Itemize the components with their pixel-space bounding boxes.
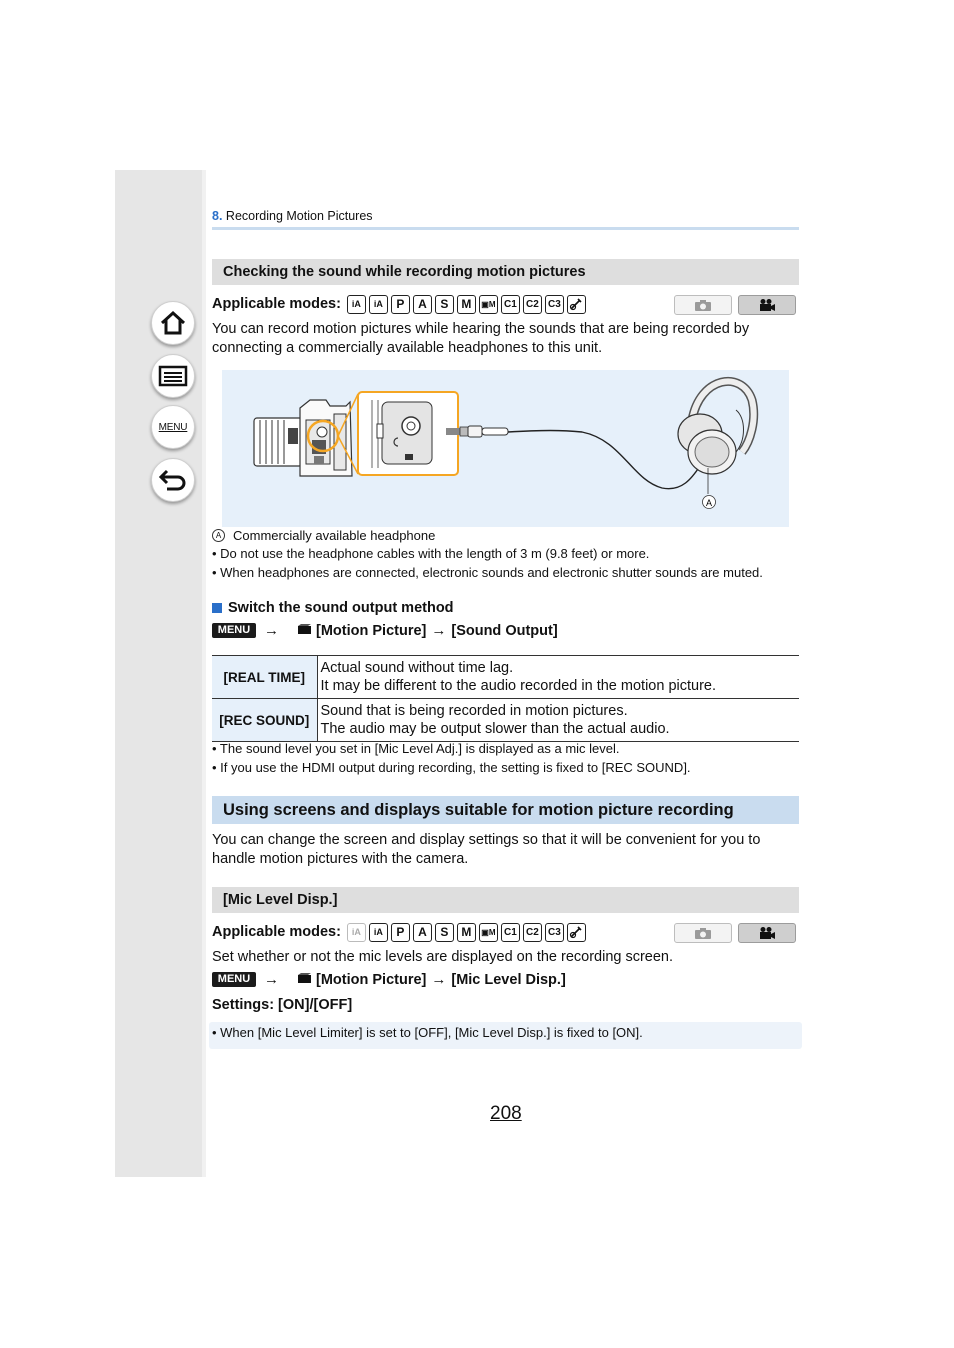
path-motion-picture: [Motion Picture] — [316, 971, 427, 988]
video-camera-icon — [758, 298, 776, 312]
mode-m-icon: M — [457, 295, 476, 314]
home-icon — [159, 310, 187, 336]
figure-marker-a: A — [705, 498, 713, 508]
page-number: 208 — [490, 1103, 522, 1124]
illustration-svg — [222, 370, 789, 527]
mode-s-icon: S — [435, 923, 454, 942]
video-mode-indicator — [738, 295, 796, 315]
sidebar-edge — [202, 170, 206, 1177]
square-bullet-icon — [212, 603, 222, 613]
applicable-modes-mic — [212, 921, 589, 943]
note-cable-length: • Do not use the headphone cables with the length of 3 m (9.8 feet) or more. — [212, 546, 650, 561]
photo-mode-indicator — [674, 295, 732, 315]
photo-mode-indicator — [674, 923, 732, 943]
motion-picture-icon — [297, 623, 312, 639]
option-key-real-time: [REAL TIME] — [212, 656, 317, 699]
mode-creative-video-icon: ▣M — [479, 923, 498, 942]
intro-paragraph: You can record motion pictures while hearing the sounds that are being recorded by connecting a commercially available headphones to this unit. — [212, 321, 750, 356]
path-arrow-2: → — [431, 622, 447, 639]
mode-a-icon: A — [413, 923, 432, 942]
menu-path-sound-output — [212, 622, 558, 639]
section-heading-screens: Using screens and displays suitable for motion picture recording — [212, 796, 799, 824]
mode-m-icon: M — [457, 923, 476, 942]
modes-label: Applicable modes: — [212, 296, 341, 312]
path-motion-picture: [Motion Picture] — [316, 622, 427, 639]
mode-p-icon: P — [391, 923, 410, 942]
camera-body — [300, 400, 352, 476]
mode-c1-icon: C1 — [501, 295, 520, 314]
option-desc-real-time — [317, 656, 799, 699]
header-rule — [212, 227, 799, 230]
option-desc-line: It may be different to the audio recorded in the motion picture. — [320, 678, 716, 694]
mode-c2-icon: C2 — [523, 923, 542, 942]
note-hdmi-output: • If you use the HDMI output during recording, the setting is fixed to [REC SOUND]. — [212, 760, 691, 775]
video-camera-icon — [758, 926, 776, 940]
mode-creative-control-icon — [567, 923, 586, 942]
mic-note-box: • When [Mic Level Limiter] is set to [OFF], [Mic Level Disp.] is fixed to [ON]. — [209, 1022, 802, 1049]
headphones — [678, 381, 754, 494]
caption-marker-a: A — [212, 529, 225, 542]
menu-list-button[interactable] — [151, 405, 195, 449]
back-button[interactable] — [151, 458, 195, 502]
menu-key-icon: MENU — [212, 972, 256, 987]
back-icon — [158, 467, 188, 493]
jack-zoom-detail — [338, 392, 458, 475]
section-heading-mic-level-disp: [Mic Level Disp.] — [212, 887, 799, 913]
table-row — [212, 699, 799, 742]
table-row — [212, 656, 799, 699]
path-arrow-2: → — [431, 971, 447, 988]
mic-settings: Settings: [ON]/[OFF] — [212, 997, 353, 1013]
mode-ia-plus-icon: iA — [369, 295, 388, 314]
menu-path-mic-level-disp — [212, 971, 566, 988]
mode-c3-icon: C3 — [545, 295, 564, 314]
mode-ia-icon: iA — [347, 295, 366, 314]
screens-intro-paragraph: You can change the screen and display settings so that it will be convenient for you to handle motion pictures with the camera. — [212, 832, 761, 867]
mode-creative-control-icon — [567, 295, 586, 314]
contents-button[interactable] — [151, 354, 195, 398]
option-desc-rec-sound — [317, 699, 799, 742]
switch-output-heading — [212, 600, 454, 616]
headphone-connection-illustration — [222, 370, 789, 527]
section-heading-sound-check: Checking the sound while recording motion pictures — [212, 259, 799, 285]
option-desc-line: Actual sound without time lag. — [320, 659, 514, 676]
mode-c2-icon: C2 — [523, 295, 542, 314]
path-mic-level-disp: [Mic Level Disp.] — [451, 971, 566, 988]
motion-picture-icon — [297, 972, 312, 988]
applicable-modes — [212, 293, 589, 315]
camera-icon — [694, 299, 712, 312]
modes-label: Applicable modes: — [212, 924, 341, 940]
path-arrow: → — [264, 622, 279, 639]
mode-s-icon: S — [435, 295, 454, 314]
camera-lens — [254, 418, 302, 466]
path-arrow: → — [264, 971, 279, 988]
menu-icon: MENU — [158, 421, 188, 433]
note-mic-level: • The sound level you set in [Mic Level Adj.] is displayed as a mic level. — [212, 741, 620, 756]
option-key-rec-sound: [REC SOUND] — [212, 699, 317, 742]
mode-ia-icon: iA — [347, 923, 366, 942]
menu-key-icon: MENU — [212, 623, 256, 638]
camera-icon — [694, 927, 712, 940]
chapter-title: Recording Motion Pictures — [225, 209, 373, 223]
note-sounds-muted: • When headphones are connected, electronic sounds and electronic shutter sounds are muted. — [212, 565, 763, 580]
mic-description: Set whether or not the mic levels are displayed on the recording screen. — [212, 949, 674, 965]
sound-output-options-table — [212, 655, 799, 742]
mode-c1-icon: C1 — [501, 923, 520, 942]
breadcrumb — [212, 209, 373, 223]
path-sound-output: [Sound Output] — [451, 622, 558, 639]
mode-c3-icon: C3 — [545, 923, 564, 942]
caption-text: Commercially available headphone — [233, 528, 436, 543]
list-icon — [158, 365, 188, 387]
headphone-cable — [508, 431, 700, 489]
home-button[interactable] — [151, 301, 195, 345]
mode-a-icon: A — [413, 295, 432, 314]
mode-ia-plus-icon: iA — [369, 923, 388, 942]
chapter-number: 8. — [212, 209, 223, 223]
mode-creative-video-icon: ▣M — [479, 295, 498, 314]
switch-output-title: Switch the sound output method — [228, 600, 454, 616]
video-mode-indicator — [738, 923, 796, 943]
option-desc-line: Sound that is being recorded in motion pictures. — [320, 702, 628, 719]
figure-caption — [212, 527, 435, 544]
mode-p-icon: P — [391, 295, 410, 314]
option-desc-line: The audio may be output slower than the actual audio. — [320, 721, 670, 737]
